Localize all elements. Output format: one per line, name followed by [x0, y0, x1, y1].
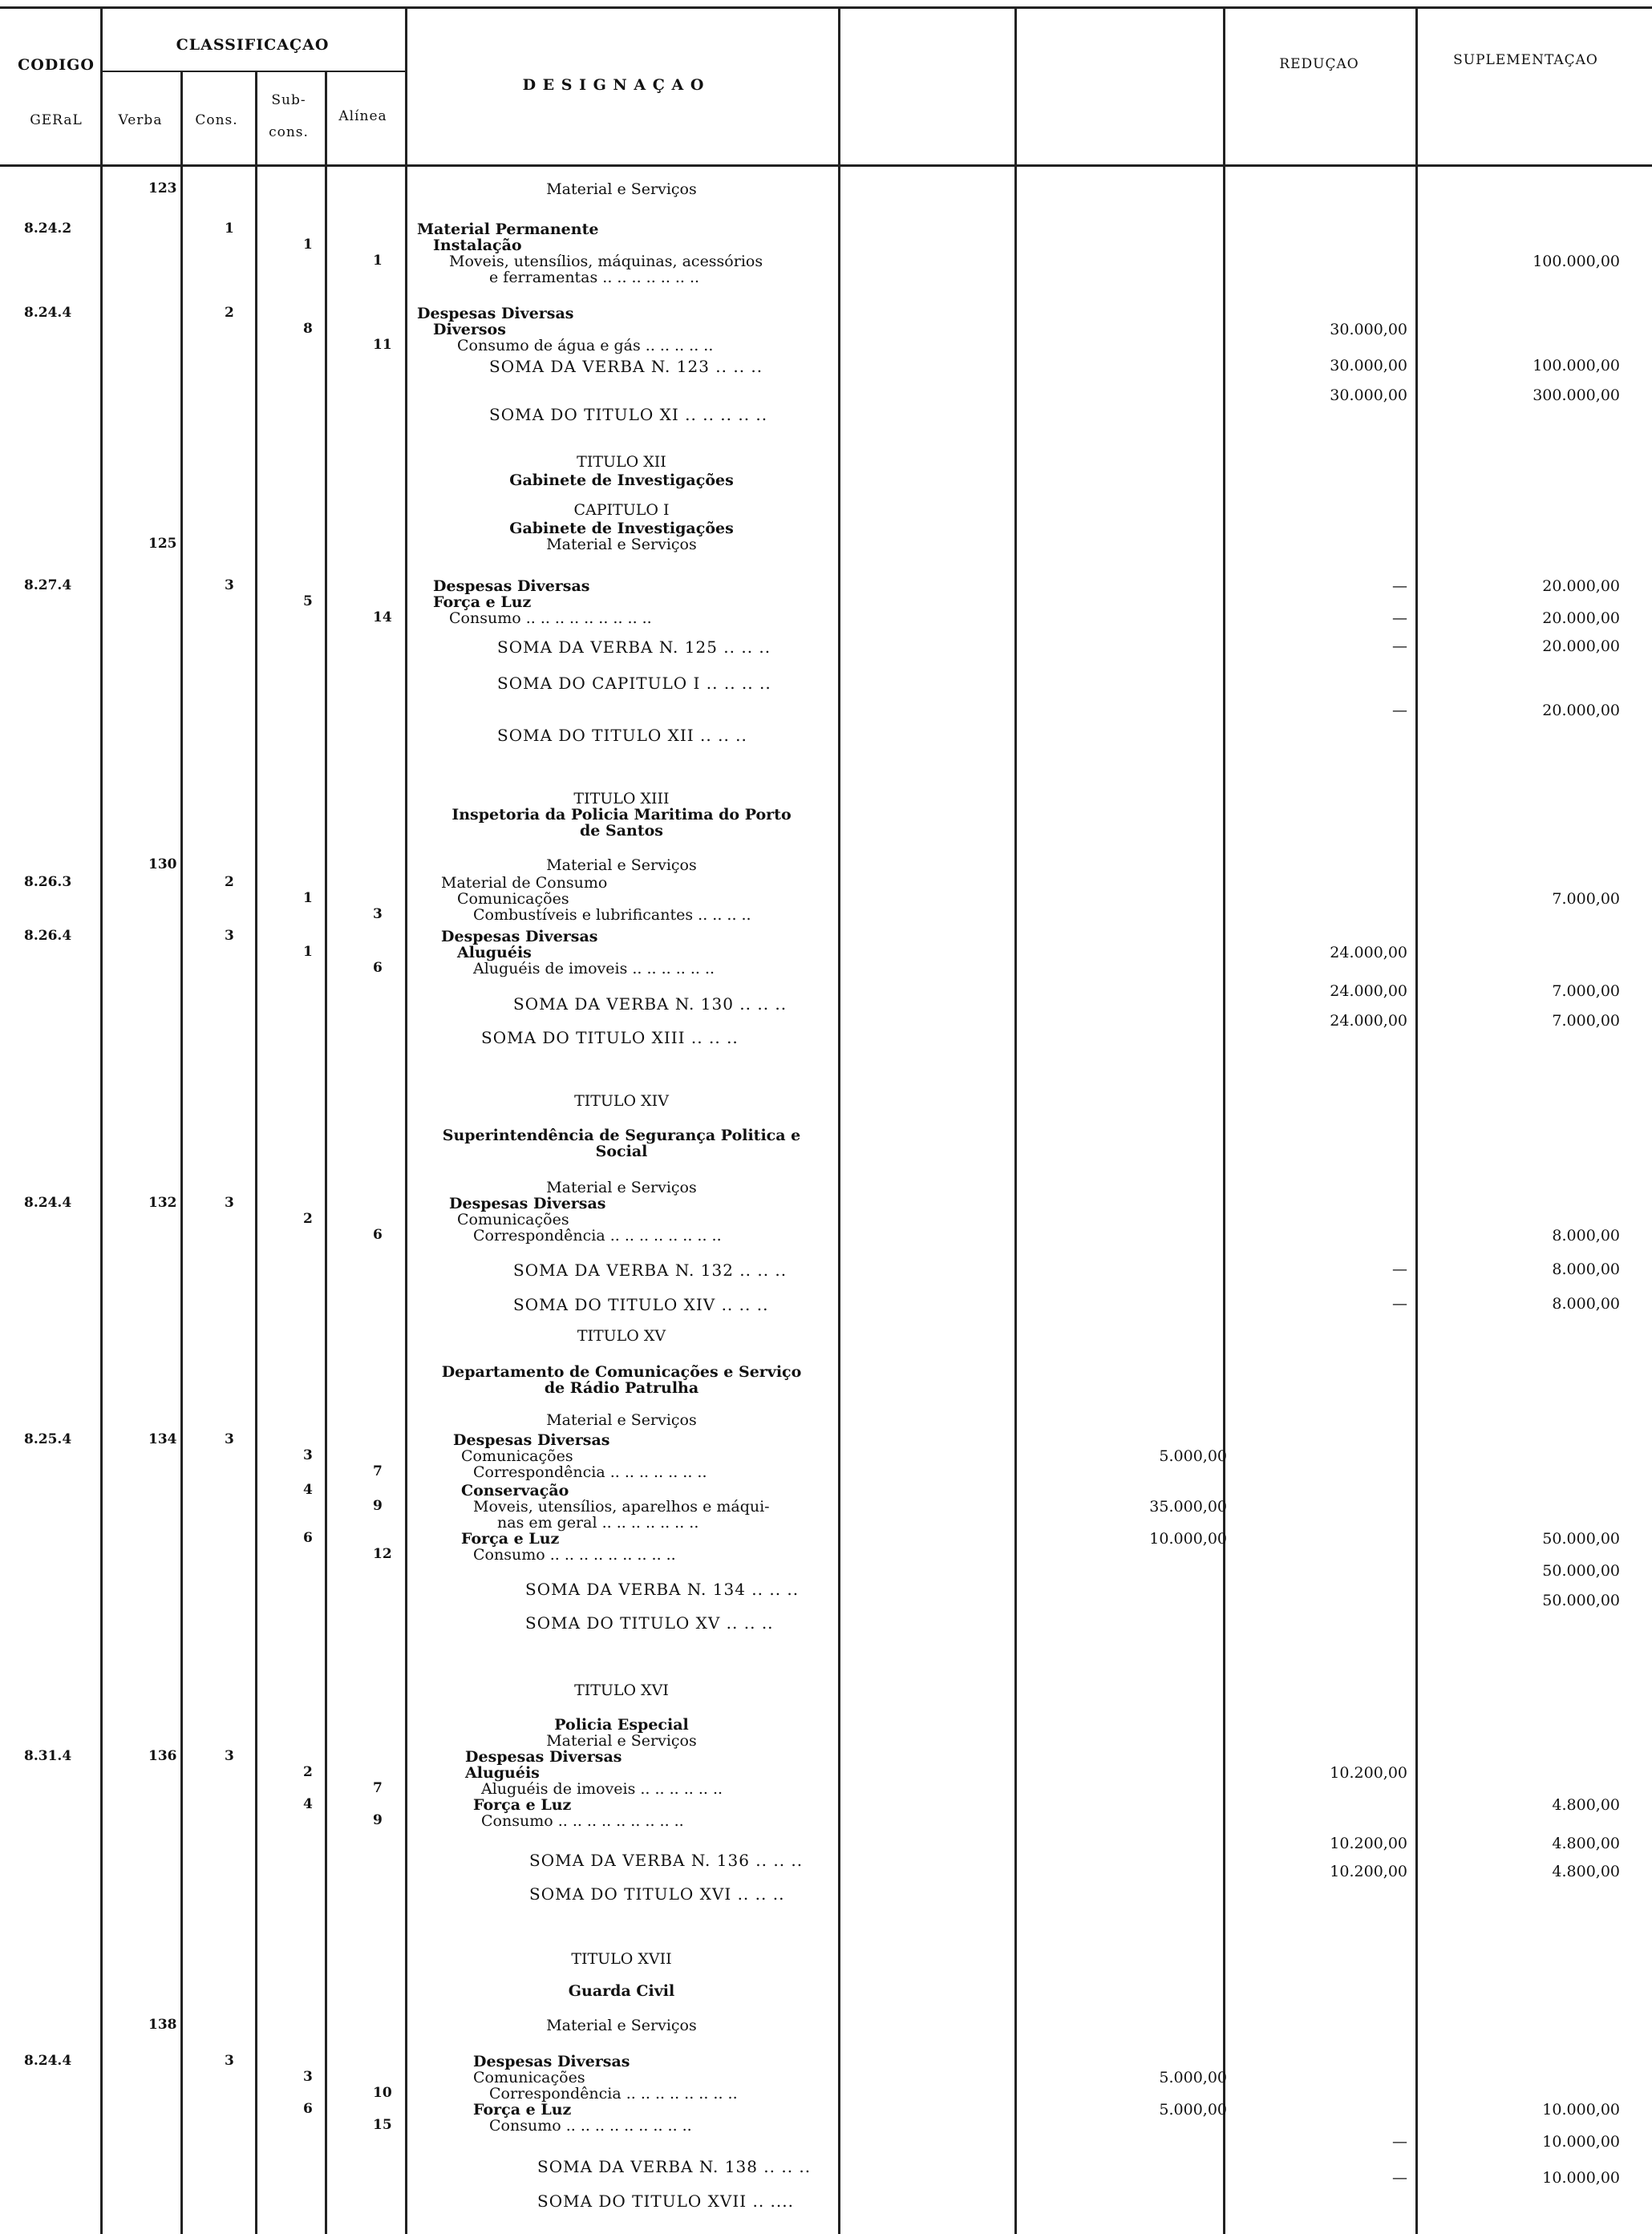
- ledger-row: [0, 1530, 1652, 1548]
- designacao-cell: SOMA DA VERBA N. 134 .. .. ..: [525, 1580, 800, 1599]
- ledger-row: [0, 1028, 1652, 1046]
- alinea-cell: 11: [373, 337, 392, 353]
- designacao-cell: SOMA DA VERBA N. 125 .. .. ..: [497, 637, 771, 657]
- ledger-row: [0, 593, 1652, 611]
- codigo-cell: 8.24.2: [24, 221, 72, 237]
- subcons-cell: 6: [303, 2101, 313, 2117]
- designacao-cell: Aluguéis de imoveis .. .. .. .. .. ..: [473, 960, 715, 977]
- designacao-cell: SOMA DA VERBA N. 138 .. .. ..: [537, 2157, 812, 2176]
- ledger-row: [0, 1463, 1652, 1481]
- ledger-row: [0, 1732, 1652, 1750]
- designacao-cell: Aluguéis: [465, 1764, 540, 1782]
- subcons-cell: 3: [303, 1447, 313, 1463]
- suplementacao-cell: 20.000,00: [1542, 702, 1620, 719]
- reducao-cell: —: [1392, 2133, 1407, 2151]
- reducao-cell: 24.000,00: [1330, 944, 1407, 961]
- ledger-row: [0, 2133, 1652, 2151]
- suplementacao-cell: 20.000,00: [1542, 609, 1620, 627]
- designacao-cell: Moveis, utensílios, máquinas, acessórios: [449, 253, 763, 270]
- designacao-cell: Força e Luz: [461, 1530, 560, 1548]
- designacao-cell: Despesas Diversas: [441, 928, 598, 945]
- designacao-cell: SOMA DO TITULO XV .. .. ..: [525, 1613, 774, 1633]
- ledger-row: [0, 928, 1652, 945]
- verba-cell: 136: [148, 1748, 177, 1764]
- designacao-cell: SOMA DA VERBA N. 123 .. .. ..: [489, 357, 763, 376]
- designacao-cell: e ferramentas .. .. .. .. .. .. ..: [489, 269, 700, 286]
- ledger-row: [0, 2192, 1652, 2209]
- ledger-row: [0, 337, 1652, 354]
- ledger-row: [0, 237, 1652, 254]
- header-reducao: REDUÇAO: [1279, 56, 1359, 72]
- header-alinea: Alínea: [338, 108, 387, 124]
- reducao-cell: 30.000,00: [1330, 386, 1407, 404]
- designacao-cell: SOMA DA VERBA N. 130 .. .. ..: [513, 994, 788, 1014]
- designacao-cell: Material e Serviços: [546, 536, 697, 553]
- designacao-cell: TITULO XII: [577, 453, 666, 471]
- ledger-row: [0, 960, 1652, 977]
- ledger-row: [0, 2053, 1652, 2070]
- parcial-cell: 5.000,00: [1159, 2101, 1227, 2119]
- suplementacao-cell: 7.000,00: [1552, 890, 1620, 908]
- reducao-cell: —: [1392, 2169, 1407, 2187]
- header-cons: Cons.: [195, 112, 238, 128]
- ledger-row: [0, 994, 1652, 1012]
- ledger-row: [0, 1562, 1652, 1580]
- reducao-cell: 10.200,00: [1330, 1835, 1407, 1852]
- designacao-cell: SOMA DA VERBA N. 136 .. .. ..: [529, 1851, 804, 1870]
- designacao-cell: Conservação: [461, 1482, 569, 1499]
- ledger-row: [0, 1379, 1652, 1397]
- ledger-row: [0, 637, 1652, 655]
- ledger-row: [0, 1363, 1652, 1381]
- alinea-cell: 14: [373, 609, 392, 625]
- ledger-row: [0, 1592, 1652, 1609]
- ledger-row: [0, 1764, 1652, 1782]
- reducao-cell: 30.000,00: [1330, 357, 1407, 374]
- ledger-row: [0, 2117, 1652, 2135]
- designacao-cell: SOMA DA VERBA N. 132 .. .. ..: [513, 1261, 788, 1280]
- ledger-row: [0, 806, 1652, 824]
- designacao-cell: Despesas Diversas: [465, 1748, 622, 1766]
- suplementacao-cell: 10.000,00: [1542, 2133, 1620, 2151]
- designacao-cell: Material e Serviços: [546, 856, 697, 874]
- suplementacao-cell: 4.800,00: [1552, 1835, 1620, 1852]
- top-rule: [0, 6, 1652, 9]
- ledger-row: [0, 1780, 1652, 1798]
- ledger-row: [0, 1863, 1652, 1880]
- header-sub: Sub-: [271, 92, 306, 108]
- ledger-row: [0, 1227, 1652, 1244]
- designacao-cell: Consumo .. .. .. .. .. .. .. .. ..: [449, 609, 652, 627]
- designacao-cell: Correspondência .. .. .. .. .. .. .. ..: [473, 1227, 722, 1244]
- ledger-row: [0, 1295, 1652, 1313]
- designacao-cell: Material Permanente: [417, 221, 599, 238]
- ledger-row: [0, 1327, 1652, 1345]
- ledger-row: [0, 874, 1652, 892]
- designacao-cell: Comunicações: [461, 1447, 573, 1465]
- designacao-cell: Força e Luz: [473, 1796, 572, 1814]
- header-geral: GERaL: [30, 112, 83, 128]
- suplementacao-cell: 8.000,00: [1552, 1227, 1620, 1244]
- ledger-row: [0, 1447, 1652, 1465]
- reducao-cell: —: [1392, 702, 1407, 719]
- designacao-cell: Comunicações: [457, 1211, 569, 1228]
- ledger-row: [0, 405, 1652, 423]
- designacao-cell: Material e Serviços: [546, 1411, 697, 1429]
- ledger-row: [0, 1950, 1652, 1968]
- header-verba: Verba: [118, 112, 163, 128]
- designacao-cell: SOMA DO TITULO XVII .. ....: [537, 2192, 794, 2211]
- cons-cell: 2: [225, 305, 234, 321]
- suplementacao-cell: 50.000,00: [1542, 1530, 1620, 1548]
- subcons-cell: 3: [303, 2069, 313, 2085]
- suplementacao-cell: 20.000,00: [1542, 637, 1620, 655]
- codigo-cell: 8.27.4: [24, 577, 72, 593]
- suplementacao-cell: 50.000,00: [1542, 1562, 1620, 1580]
- parcial-cell: 5.000,00: [1159, 2069, 1227, 2086]
- ledger-row: [0, 2085, 1652, 2102]
- cons-cell: 3: [225, 1748, 234, 1764]
- designacao-cell: SOMA DO TITULO XIV .. .. ..: [513, 1295, 769, 1314]
- designacao-cell: Social: [595, 1143, 648, 1160]
- suplementacao-cell: 8.000,00: [1552, 1261, 1620, 1278]
- designacao-cell: Gabinete de Investigações: [509, 471, 734, 489]
- subcons-cell: 1: [303, 944, 313, 960]
- header-suplementacao: SUPLEMENTAÇAO: [1453, 52, 1598, 68]
- designacao-cell: Força e Luz: [473, 2101, 572, 2119]
- ledger-row: [0, 221, 1652, 238]
- ledger-row: [0, 357, 1652, 374]
- designacao-cell: SOMA DO TITULO XII .. .. ..: [497, 726, 747, 745]
- subcons-cell: 5: [303, 593, 313, 609]
- ledger-row: [0, 2069, 1652, 2086]
- codigo-cell: 8.25.4: [24, 1431, 72, 1447]
- reducao-cell: 10.200,00: [1330, 1863, 1407, 1880]
- verba-cell: 125: [148, 536, 177, 552]
- ledger-row: [0, 501, 1652, 519]
- designacao-cell: Correspondência .. .. .. .. .. .. ..: [473, 1463, 707, 1481]
- designacao-cell: Aluguéis: [457, 944, 532, 961]
- ledger-row: [0, 577, 1652, 595]
- designacao-cell: TITULO XIII: [573, 790, 670, 807]
- ledger-row: [0, 2101, 1652, 2119]
- ledger-row: [0, 1796, 1652, 1814]
- alinea-cell: 7: [373, 1780, 383, 1796]
- designacao-cell: Superintendência de Segurança Politica e: [442, 1127, 801, 1144]
- ledger-row: [0, 906, 1652, 924]
- ledger-row: [0, 1514, 1652, 1532]
- ledger-row: [0, 702, 1652, 719]
- suplementacao-cell: 100.000,00: [1533, 357, 1620, 374]
- ledger-row: [0, 674, 1652, 691]
- ledger-row: [0, 321, 1652, 338]
- codigo-cell: 8.31.4: [24, 1748, 72, 1764]
- ledger-row: [0, 609, 1652, 627]
- ledger-row: [0, 1835, 1652, 1852]
- ledger-row: [0, 2169, 1652, 2187]
- ledger-row: [0, 726, 1652, 743]
- ledger-row: [0, 1613, 1652, 1631]
- designacao-cell: Despesas Diversas: [417, 305, 574, 322]
- designacao-cell: Consumo .. .. .. .. .. .. .. .. ..: [489, 2117, 692, 2135]
- designacao-cell: Consumo .. .. .. .. .. .. .. .. ..: [473, 1546, 676, 1564]
- parcial-cell: 35.000,00: [1149, 1498, 1227, 1516]
- ledger-row: [0, 1431, 1652, 1449]
- header-classif-rule: [100, 71, 405, 72]
- suplementacao-cell: 100.000,00: [1533, 253, 1620, 270]
- ledger-row: [0, 453, 1652, 471]
- designacao-cell: de Rádio Patrulha: [544, 1379, 699, 1397]
- designacao-cell: Despesas Diversas: [473, 2053, 630, 2070]
- designacao-cell: Departamento de Comunicações e Serviço: [441, 1363, 802, 1381]
- suplementacao-cell: 10.000,00: [1542, 2101, 1620, 2119]
- designacao-cell: Comunicações: [457, 890, 569, 908]
- designacao-cell: CAPITULO I: [573, 501, 670, 519]
- designacao-cell: Moveis, utensílios, aparelhos e máqui-: [473, 1498, 770, 1516]
- ledger-row: [0, 1498, 1652, 1516]
- cons-cell: 1: [225, 221, 234, 237]
- ledger-row: [0, 1092, 1652, 1110]
- ledger-row: [0, 1812, 1652, 1830]
- cons-cell: 3: [225, 2053, 234, 2069]
- designacao-cell: Material de Consumo: [441, 874, 608, 892]
- ledger-row: [0, 1127, 1652, 1144]
- ledger-row: [0, 1211, 1652, 1228]
- ledger-row: [0, 1682, 1652, 1699]
- ledger-row: [0, 1546, 1652, 1564]
- ledger-row: [0, 2017, 1652, 2034]
- ledger-row: [0, 471, 1652, 489]
- suplementacao-cell: 300.000,00: [1533, 386, 1620, 404]
- subcons-cell: 1: [303, 890, 313, 906]
- designacao-cell: Material e Serviços: [546, 2017, 697, 2034]
- designacao-cell: Instalação: [433, 237, 522, 254]
- ledger-row: [0, 1012, 1652, 1030]
- designacao-cell: TITULO XVII: [571, 1950, 672, 1968]
- alinea-cell: 6: [373, 960, 383, 976]
- reducao-cell: —: [1392, 1295, 1407, 1313]
- ledger-row: [0, 269, 1652, 286]
- verba-cell: 123: [148, 180, 177, 196]
- reducao-cell: —: [1392, 637, 1407, 655]
- designacao-cell: SOMA DO TITULO XIII .. .. ..: [481, 1028, 739, 1047]
- designacao-cell: Combustíveis e lubrificantes .. .. .. ..: [473, 906, 751, 924]
- header-codigo: CODIGO: [18, 56, 95, 74]
- suplementacao-cell: 7.000,00: [1552, 1012, 1620, 1030]
- verba-cell: 134: [148, 1431, 177, 1447]
- reducao-cell: —: [1392, 577, 1407, 595]
- ledger-row: [0, 1982, 1652, 2000]
- alinea-cell: 3: [373, 906, 383, 922]
- ledger-row: [0, 790, 1652, 807]
- verba-cell: 130: [148, 856, 177, 872]
- ledger-row: [0, 520, 1652, 537]
- ledger-row: [0, 1482, 1652, 1499]
- designacao-cell: TITULO XIV: [574, 1092, 669, 1110]
- designacao-cell: Consumo de água e gás .. .. .. .. ..: [457, 337, 714, 354]
- ledger-row: [0, 1748, 1652, 1766]
- ledger-row: [0, 944, 1652, 961]
- header-classificacao: CLASSIFICAÇAO: [176, 36, 330, 54]
- parcial-cell: 5.000,00: [1159, 1447, 1227, 1465]
- designacao-cell: Diversos: [433, 321, 506, 338]
- alinea-cell: 7: [373, 1463, 383, 1479]
- ledger-row: [0, 1261, 1652, 1278]
- designacao-cell: TITULO XVI: [574, 1682, 669, 1699]
- alinea-cell: 12: [373, 1546, 392, 1562]
- designacao-cell: Material e Serviços: [546, 180, 697, 198]
- alinea-cell: 15: [373, 2117, 392, 2133]
- cons-cell: 3: [225, 928, 234, 944]
- verba-cell: 138: [148, 2017, 177, 2033]
- cons-cell: 3: [225, 577, 234, 593]
- codigo-cell: 8.24.4: [24, 1195, 72, 1211]
- reducao-cell: —: [1392, 1261, 1407, 1278]
- designacao-cell: Material e Serviços: [546, 1732, 697, 1750]
- ledger-row: [0, 1179, 1652, 1196]
- designacao-cell: nas em geral .. .. .. .. .. .. ..: [497, 1514, 699, 1532]
- codigo-cell: 8.26.3: [24, 874, 72, 890]
- reducao-cell: 24.000,00: [1330, 982, 1407, 1000]
- designacao-cell: SOMA DO CAPITULO I .. .. .. ..: [497, 674, 771, 693]
- reducao-cell: 10.200,00: [1330, 1764, 1407, 1782]
- subcons-cell: 2: [303, 1764, 313, 1780]
- cons-cell: 3: [225, 1431, 234, 1447]
- ledger-row: [0, 536, 1652, 553]
- ledger-row: [0, 822, 1652, 840]
- reducao-cell: 24.000,00: [1330, 1012, 1407, 1030]
- designacao-cell: SOMA DO TITULO XVI .. .. ..: [529, 1884, 785, 1904]
- header-subcons: cons.: [269, 124, 309, 140]
- designacao-cell: de Santos: [580, 822, 663, 840]
- suplementacao-cell: 7.000,00: [1552, 982, 1620, 1000]
- alinea-cell: 6: [373, 1227, 383, 1243]
- cons-cell: 2: [225, 874, 234, 890]
- subcons-cell: 2: [303, 1211, 313, 1227]
- designacao-cell: Correspondência .. .. .. .. .. .. .. ..: [489, 2085, 738, 2102]
- alinea-cell: 9: [373, 1812, 383, 1828]
- designacao-cell: Despesas Diversas: [453, 1431, 610, 1449]
- suplementacao-cell: 4.800,00: [1552, 1863, 1620, 1880]
- ledger-row: [0, 1195, 1652, 1212]
- designacao-cell: TITULO XV: [577, 1327, 666, 1345]
- parcial-cell: 10.000,00: [1149, 1530, 1227, 1548]
- subcons-cell: 1: [303, 237, 313, 253]
- subcons-cell: 6: [303, 1530, 313, 1546]
- cons-cell: 3: [225, 1195, 234, 1211]
- ledger-row: [0, 1716, 1652, 1734]
- reducao-cell: —: [1392, 609, 1407, 627]
- codigo-cell: 8.24.4: [24, 305, 72, 321]
- designacao-cell: Despesas Diversas: [433, 577, 590, 595]
- suplementacao-cell: 8.000,00: [1552, 1295, 1620, 1313]
- designacao-cell: Aluguéis de imoveis .. .. .. .. .. ..: [481, 1780, 723, 1798]
- designacao-cell: Força e Luz: [433, 593, 532, 611]
- codigo-cell: 8.24.4: [24, 2053, 72, 2069]
- ledger-row: [0, 386, 1652, 404]
- designacao-cell: Inspetoria da Policia Maritima do Porto: [451, 806, 792, 824]
- alinea-cell: 9: [373, 1498, 383, 1514]
- alinea-cell: 10: [373, 2085, 392, 2101]
- designacao-cell: Comunicações: [473, 2069, 585, 2086]
- suplementacao-cell: 20.000,00: [1542, 577, 1620, 595]
- header-designacao: D E S I G N A Ç A O: [522, 76, 705, 94]
- ledger-row: [0, 1411, 1652, 1429]
- verba-cell: 132: [148, 1195, 177, 1211]
- suplementacao-cell: 50.000,00: [1542, 1592, 1620, 1609]
- ledger-row: [0, 1143, 1652, 1160]
- designacao-cell: Gabinete de Investigações: [509, 520, 734, 537]
- alinea-cell: 1: [373, 253, 383, 269]
- designacao-cell: SOMA DO TITULO XI .. .. .. .. ..: [489, 405, 768, 424]
- codigo-cell: 8.26.4: [24, 928, 72, 944]
- ledger-row: [0, 856, 1652, 874]
- suplementacao-cell: 10.000,00: [1542, 2169, 1620, 2187]
- suplementacao-cell: 4.800,00: [1552, 1796, 1620, 1814]
- designacao-cell: Material e Serviços: [546, 1179, 697, 1196]
- designacao-cell: Guarda Civil: [568, 1982, 675, 2000]
- designacao-cell: Policia Especial: [554, 1716, 689, 1734]
- ledger-row: [0, 890, 1652, 908]
- ledger-row: [0, 180, 1652, 198]
- ledger-row: [0, 1884, 1652, 1902]
- subcons-cell: 4: [303, 1482, 313, 1498]
- subcons-cell: 4: [303, 1796, 313, 1812]
- subcons-cell: 8: [303, 321, 313, 337]
- ledger-row: [0, 253, 1652, 270]
- designacao-cell: Consumo .. .. .. .. .. .. .. .. ..: [481, 1812, 684, 1830]
- reducao-cell: 30.000,00: [1330, 321, 1407, 338]
- designacao-cell: Despesas Diversas: [449, 1195, 606, 1212]
- ledger-row: [0, 305, 1652, 322]
- header-bottom-rule: [0, 164, 1652, 167]
